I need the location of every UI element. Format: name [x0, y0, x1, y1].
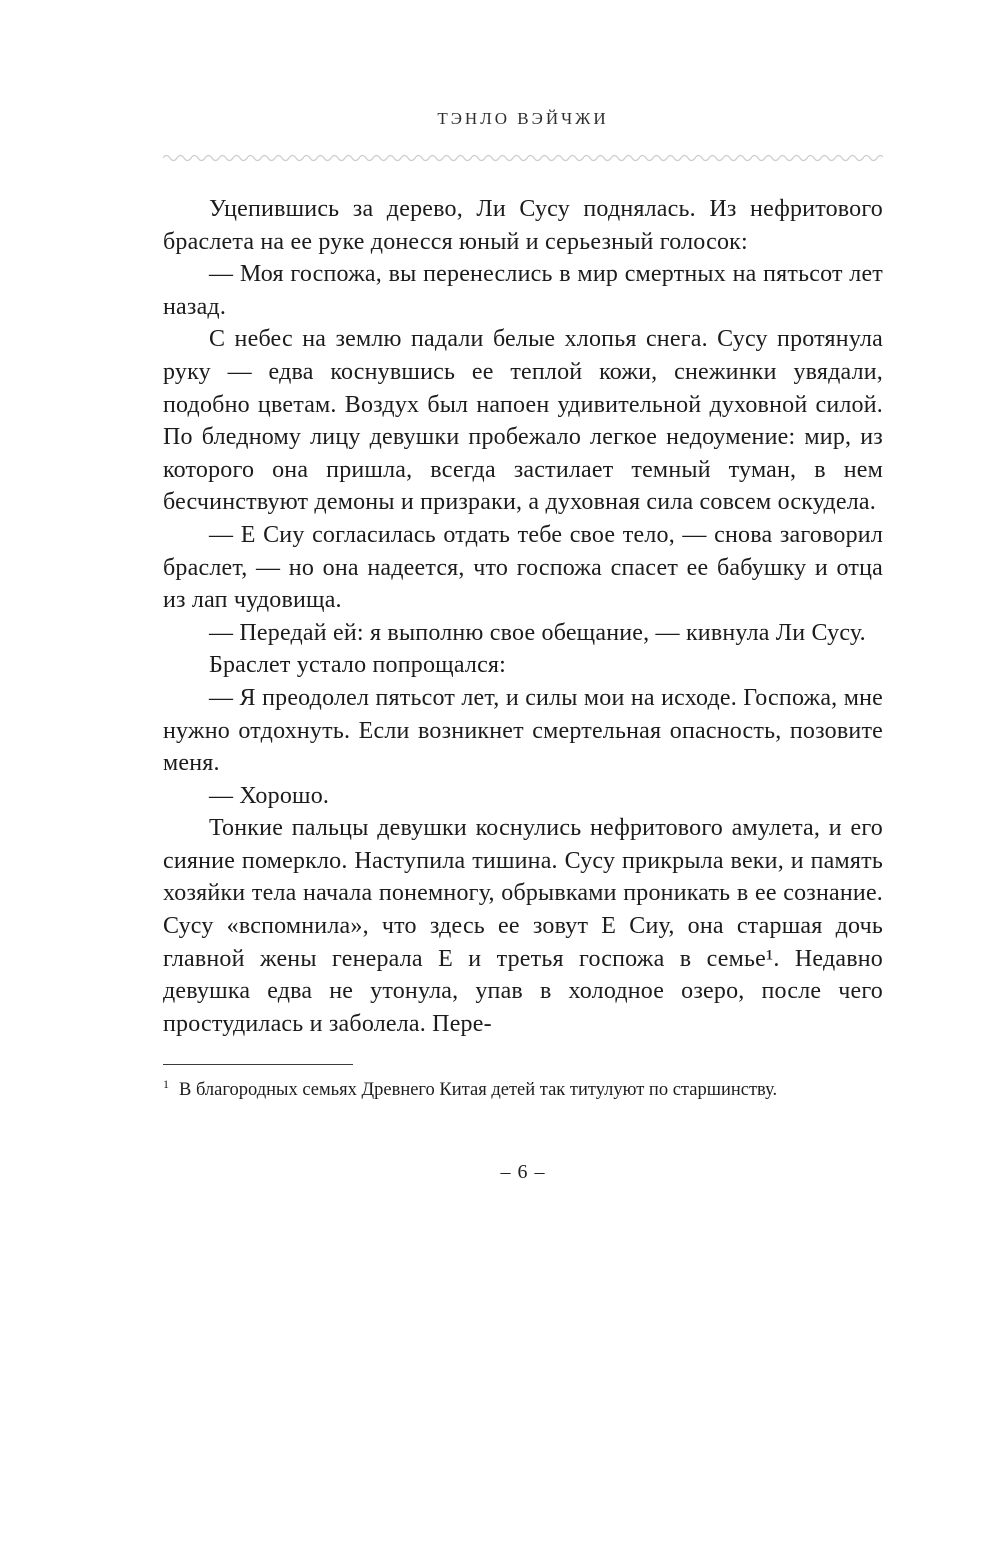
paragraph: — Передай ей: я выполню свое обещание, — кивнула Ли Сусу.: [209, 619, 866, 646]
paragraph: — Хорошо.: [209, 782, 330, 809]
paragraph: Тонкие пальцы девушки коснулись нефритового амулета, и его сияние померкло. Наступила тишина. Сусу прикрыла веки, и память хозяйки тела начала понемногу, обрывками проникать в ее сознание. Сусу «вспомнила», что здесь ее зовут Е Сиу, она старшая дочь главной жены генерала Е и третья госпожа в семье¹. Недавно девушка едва не утонула, упав в холодное озеро, после чего простудилась и заболела. Пере-: [163, 815, 883, 1037]
wavy-divider: [163, 151, 883, 163]
footnote: [163, 1077, 883, 1103]
page-number: – 6 –: [500, 1161, 546, 1184]
paragraph: Браслет устало попрощался:: [209, 652, 507, 679]
footnote-marker: 1: [163, 1077, 169, 1092]
paragraph: — Я преодолел пятьсот лет, и силы мои на исходе. Госпожа, мне нужно отдохнуть. Если возникнет смертельная опасность, позовите меня.: [163, 684, 883, 777]
running-head: ТЭНЛО ВЭЙЧЖИ: [437, 109, 609, 128]
footnote-rule: [163, 1064, 353, 1065]
paragraph: — Моя госпожа, вы перенеслись в мир смертных на пятьсот лет назад.: [163, 261, 883, 320]
page-content: [163, 0, 883, 1184]
paragraph: С небес на землю падали белые хлопья снега. Сусу протянула руку — едва коснувшись ее теплой кожи, снежинки увядали, подобно цветам. Воздух был напоен удивительной духовной силой. По бледному лицу девушки пробежало легкое недоумение: мир, из которого она пришла, всегда застилает темный туман, в нем бесчинствуют демоны и призраки, а духовная сила совсем оскудела.: [163, 326, 883, 516]
paragraph: Уцепившись за дерево, Ли Сусу поднялась. Из нефритового браслета на ее руке донесся юный и серьезный голосок:: [163, 196, 883, 255]
body-text: [163, 193, 883, 1040]
footnote-text: В благородных семьях Древнего Китая детей так титулуют по старшинству.: [179, 1080, 778, 1101]
paragraph: — Е Сиу согласилась отдать тебе свое тело, — снова заговорил браслет, — но она надеется, что госпожа спасет ее бабушку и отца из лап чудовища.: [163, 521, 883, 614]
